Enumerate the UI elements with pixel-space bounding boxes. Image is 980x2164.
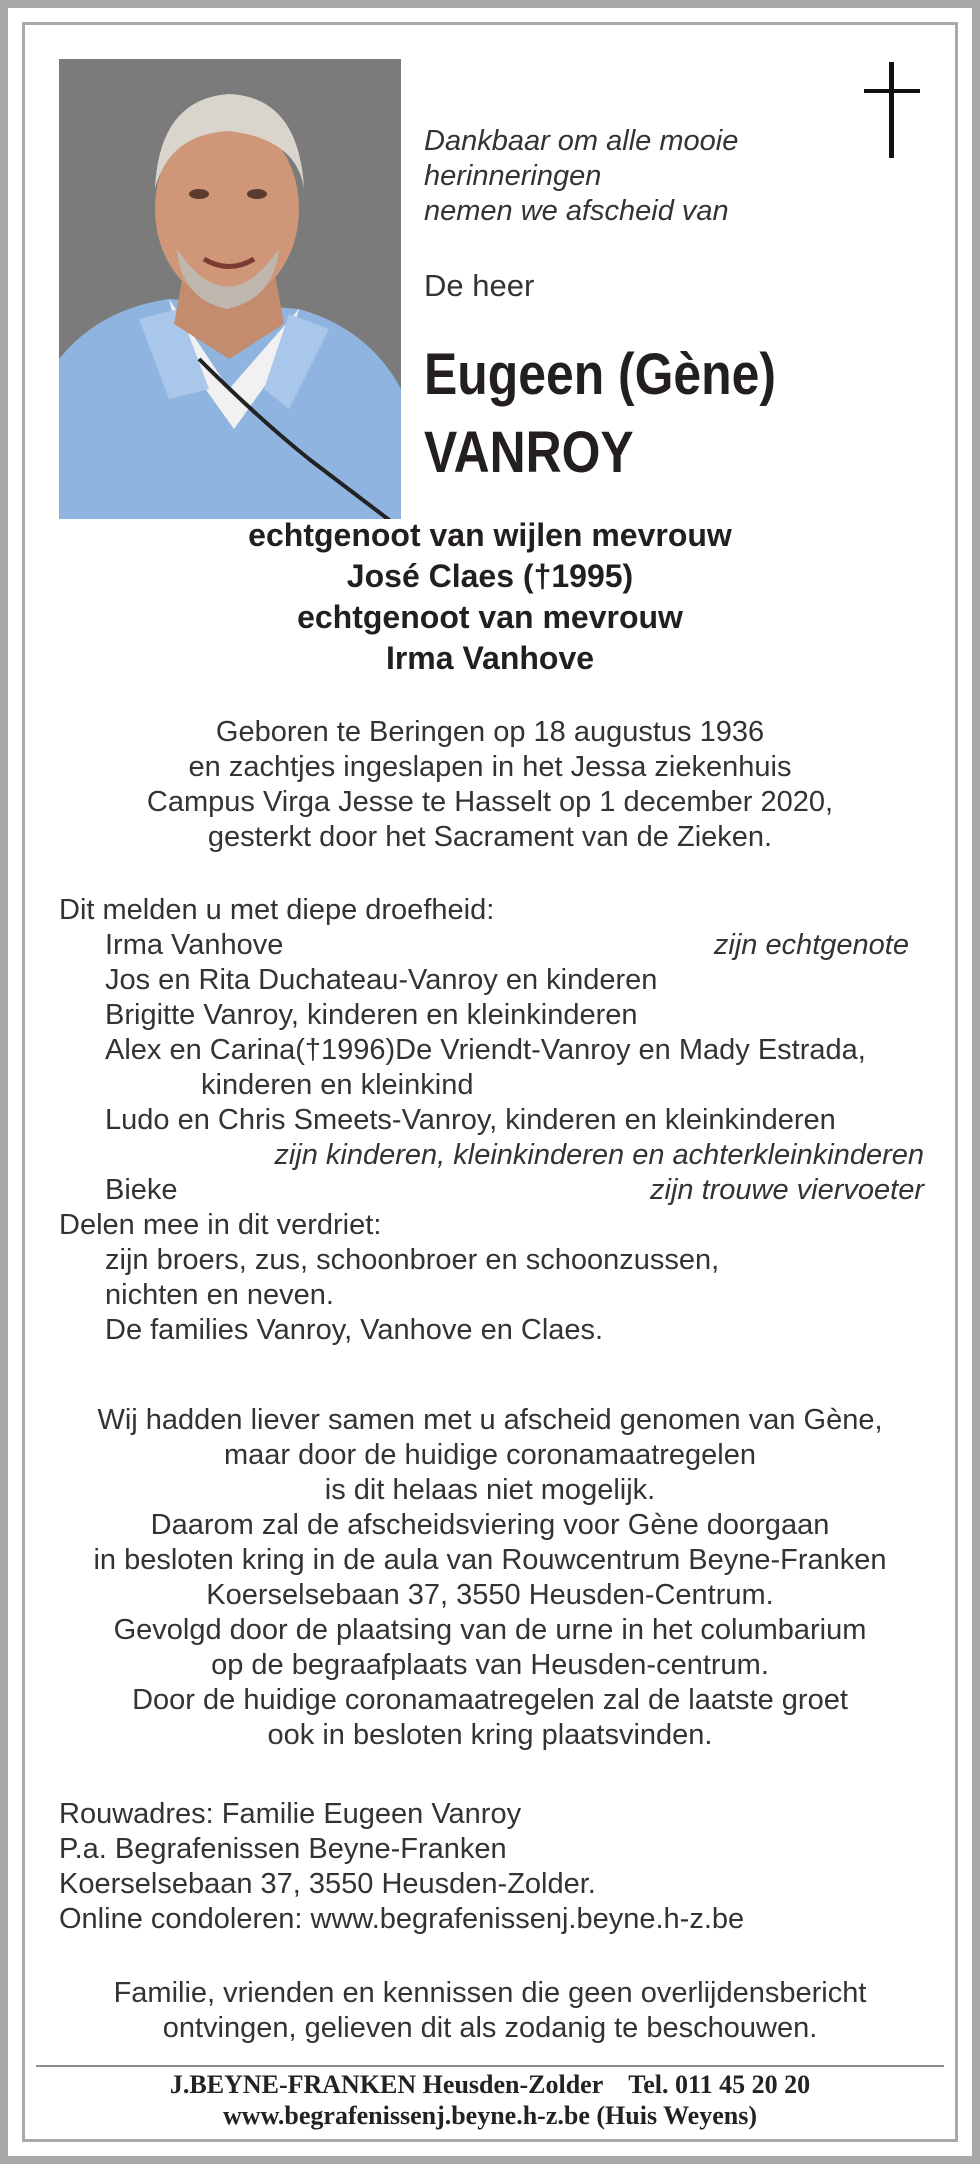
notice-line: ontvingen, gelieven dit als zodanig te beschouwen. xyxy=(162,2012,818,2044)
birth-line: Campus Virga Jesse te Hasselt op 1 december 2020, xyxy=(146,786,834,818)
notice-line: Familie, vrienden en kennissen die geen overlijdensbericht xyxy=(113,1977,867,2009)
intro-line: herinneringen xyxy=(424,160,602,192)
pet-name: Bieke xyxy=(105,1174,178,1206)
ceremony-line: Koerselsebaan 37, 3550 Heusden-Centrum. xyxy=(206,1579,774,1611)
birth-line: Geboren te Beringen op 18 augustus 1936 xyxy=(215,716,765,748)
ceremony-line: is dit helaas niet mogelijk. xyxy=(324,1474,656,1506)
mourner-name: Alex en Carina(†1996)De Vriendt-Vanroy en Mady Estrada, xyxy=(105,1034,866,1066)
ceremony-line: in besloten kring in de aula van Rouwcentrum Beyne-Franken xyxy=(93,1544,887,1576)
family-announcement xyxy=(59,893,924,1348)
mourner-row xyxy=(59,1103,919,1138)
mourner-row xyxy=(59,1033,919,1068)
pet-row xyxy=(59,1173,924,1208)
intro-line: nemen we afscheid van xyxy=(424,195,729,227)
address-line: Koerselsebaan 37, 3550 Heusden-Zolder. xyxy=(59,1868,596,1900)
mourner-name: Ludo en Chris Smeets-Vanroy, kinderen en kleinkinderen xyxy=(105,1104,836,1136)
portrait-illustration xyxy=(59,59,401,519)
address-line: P.a. Begrafenissen Beyne-Franken xyxy=(59,1833,507,1865)
mourner-row xyxy=(59,1068,919,1103)
funeral-home-footer xyxy=(0,2069,980,2131)
condolence-link[interactable]: Online condoleren: www.begrafenissenj.beyne.h-z.be xyxy=(59,1903,745,1935)
share-line: zijn broers, zus, schoonbroer en schoonzussen, xyxy=(105,1244,720,1276)
portrait-photo xyxy=(59,59,401,519)
mourner-row xyxy=(59,928,919,963)
announce-heading: Dit melden u met diepe droefheid: xyxy=(59,894,495,926)
mourner-name: Jos en Rita Duchateau-Vanroy en kinderen xyxy=(105,964,658,996)
mourner-name: Brigitte Vanroy, kinderen en kleinkinderen xyxy=(105,999,638,1031)
address-block xyxy=(59,1797,744,1937)
share-line: nichten en neven. xyxy=(105,1279,334,1311)
share-line: De families Vanroy, Vanhove en Claes. xyxy=(105,1314,604,1346)
deceased-name xyxy=(424,336,776,492)
intro-line: Dankbaar om alle mooie xyxy=(424,125,739,157)
ceremony-line: Gevolgd door de plaatsing van de urne in het columbarium xyxy=(113,1614,867,1646)
share-heading: Delen mee in dit verdriet: xyxy=(59,1209,382,1241)
children-role-row xyxy=(59,1138,924,1173)
address-line: Rouwadres: Familie Eugeen Vanroy xyxy=(59,1798,522,1830)
ceremony-line: Daarom zal de afscheidsviering voor Gène doorgaan xyxy=(150,1509,830,1541)
birth-line: en zachtjes ingeslapen in het Jessa ziekenhuis xyxy=(188,751,792,783)
intro-text xyxy=(424,124,738,229)
children-role: zijn kinderen, kleinkinderen en achterkleinkinderen xyxy=(274,1139,924,1171)
footer-website[interactable]: www.begrafenissenj.beyne.h-z.be (Huis Weyens) xyxy=(223,2101,757,2130)
footer-divider xyxy=(36,2065,944,2067)
ceremony-line: maar door de huidige coronamaatregelen xyxy=(223,1439,756,1471)
mourner-role: zijn echtgenote xyxy=(713,929,909,961)
spouse-line: echtgenoot van wijlen mevrouw xyxy=(248,517,732,553)
mourner-row xyxy=(59,963,919,998)
mourner-name: kinderen en kleinkind xyxy=(201,1069,474,1101)
spouse-line: Irma Vanhove xyxy=(385,640,595,676)
ceremony-line: Wij hadden liever samen met u afscheid genomen van Gène, xyxy=(97,1404,883,1436)
ceremony-line: op de begraafplaats van Heusden-centrum. xyxy=(211,1649,769,1681)
birth-death-block xyxy=(0,715,980,855)
mourner-name: Irma Vanhove xyxy=(105,929,284,961)
birth-line: gesterkt door het Sacrament van de Zieken. xyxy=(207,821,773,853)
pet-role: zijn trouwe viervoeter xyxy=(650,1174,924,1206)
mourner-row xyxy=(59,998,919,1033)
spouse-line: José Claes (†1995) xyxy=(346,558,634,594)
footer-contact: J.BEYNE-FRANKEN Heusden-Zolder Tel. 011 45 20 20 xyxy=(169,2070,811,2099)
notice-block xyxy=(0,1976,980,2046)
ceremony-line: Door de huidige coronamaatregelen zal de laatste groet xyxy=(132,1684,848,1716)
ceremony-line: ook in besloten kring plaatsvinden. xyxy=(267,1719,713,1751)
spouse-block xyxy=(0,515,980,679)
name-line-1: Eugeen (Gène) xyxy=(424,342,776,407)
title-prefix: De heer xyxy=(424,268,535,303)
name-line-2: VANROY xyxy=(424,420,634,485)
spouse-line: echtgenoot van mevrouw xyxy=(297,599,683,635)
cross-icon xyxy=(864,62,920,158)
ceremony-block xyxy=(0,1403,980,1753)
